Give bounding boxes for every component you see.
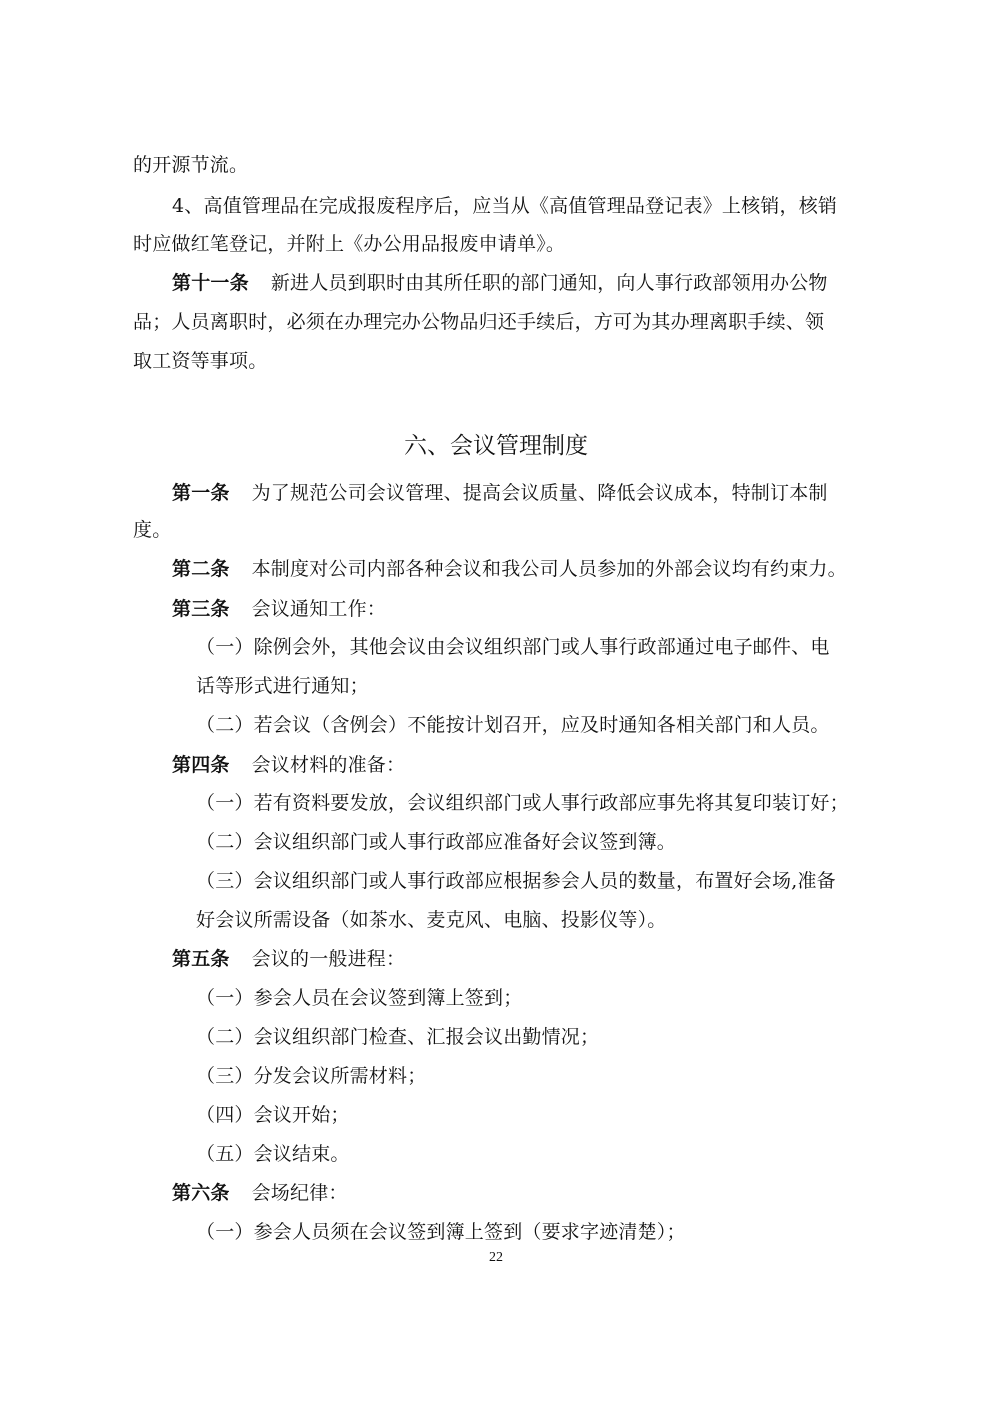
line-text: 的开源节流。 xyxy=(133,154,249,176)
list-item-line xyxy=(196,1024,599,1050)
list-item-line xyxy=(196,1219,686,1245)
line-text: （一）参会人员在会议签到簿上签到； xyxy=(196,987,523,1009)
line-text: 会议通知工作： xyxy=(251,598,387,620)
list-item-line xyxy=(196,1141,350,1167)
list-item-line xyxy=(196,1063,426,1089)
line-text: 为了规范公司会议管理、提高会议质量、降低会议成本，特制订本制 xyxy=(251,482,828,504)
line-text: （二）会议组织部门或人事行政部应准备好会议签到簿。 xyxy=(196,831,677,853)
list-item-line xyxy=(196,712,830,738)
line-text: 品；人员离职时，必须在办理完办公物品归还手续后，方可为其办理离职手续、领 xyxy=(133,311,825,333)
line-text: 时应做红笔登记，并附上《办公用品报废申请单》。 xyxy=(133,233,566,255)
article-label: 第十一条 xyxy=(172,272,249,294)
line-text: 新进人员到职时由其所任职的部门通知，向人事行政部领用办公物 xyxy=(270,272,828,294)
list-item-line xyxy=(196,868,836,894)
paragraph-line xyxy=(133,517,171,543)
line-text: （二）会议组织部门检查、汇报会议出勤情况； xyxy=(196,1026,600,1048)
list-item-line xyxy=(196,634,830,660)
article-label: 第一条 xyxy=(172,482,230,504)
line-text: （四）会议开始； xyxy=(196,1104,350,1126)
paragraph-line xyxy=(133,348,267,374)
article-label: 第六条 xyxy=(172,1182,230,1204)
line-text: 好会议所需设备（如茶水、麦克风、电脑、投影仪等）。 xyxy=(196,909,667,931)
article-label: 第二条 xyxy=(172,558,230,580)
article-label: 第三条 xyxy=(172,598,230,620)
page-number: 22 xyxy=(489,1250,503,1265)
section-title: 六、会议管理制度 xyxy=(404,433,588,459)
list-item-line xyxy=(196,907,667,933)
line-text: 取工资等事项。 xyxy=(133,350,268,372)
paragraph-line xyxy=(133,152,248,178)
list-item-line xyxy=(196,790,849,816)
list-item-line xyxy=(196,1102,350,1128)
line-text: 度。 xyxy=(133,519,172,541)
article-line xyxy=(172,480,828,506)
article-line xyxy=(172,1180,348,1206)
article-line xyxy=(172,270,828,296)
paragraph-line xyxy=(133,231,565,257)
article-line xyxy=(172,752,405,778)
line-text: （五）会议结束。 xyxy=(196,1143,350,1165)
line-text: 会议的一般进程： xyxy=(251,948,406,970)
line-text: （二）若会议（含例会）不能按计划召开，应及时通知各相关部门和人员。 xyxy=(196,714,830,736)
line-text: （一）除例会外，其他会议由会议组织部门或人事行政部通过电子邮件、电 xyxy=(196,636,830,658)
line-text: 4、高值管理品在完成报废程序后，应当从《高值管理品登记表》上核销，核销 xyxy=(172,195,838,217)
paragraph-line xyxy=(133,309,824,335)
list-item-line xyxy=(196,985,522,1011)
article-label: 第四条 xyxy=(172,754,230,776)
line-text: （三）分发会议所需材料； xyxy=(196,1065,427,1087)
line-text: （一）若有资料要发放，会议组织部门或人事行政部应事先将其复印装订好； xyxy=(196,792,849,814)
article-line xyxy=(172,556,847,582)
list-item-line xyxy=(196,673,369,699)
article-label: 第五条 xyxy=(172,948,230,970)
line-text: （三）会议组织部门或人事行政部应根据参会人员的数量，布置好会场,准备 xyxy=(196,870,836,892)
line-text: 会议材料的准备： xyxy=(251,754,406,776)
line-text: 会场纪律： xyxy=(251,1182,348,1204)
list-item-line xyxy=(196,829,676,855)
paragraph-line xyxy=(172,193,837,219)
line-text: 话等形式进行通知； xyxy=(196,675,369,697)
line-text: 本制度对公司内部各种会议和我公司人员参加的外部会议均有约束力。 xyxy=(251,558,847,580)
article-line xyxy=(172,596,386,622)
line-text: （一）参会人员须在会议签到簿上签到（要求字迹清楚）； xyxy=(196,1221,686,1243)
article-line xyxy=(172,946,405,972)
